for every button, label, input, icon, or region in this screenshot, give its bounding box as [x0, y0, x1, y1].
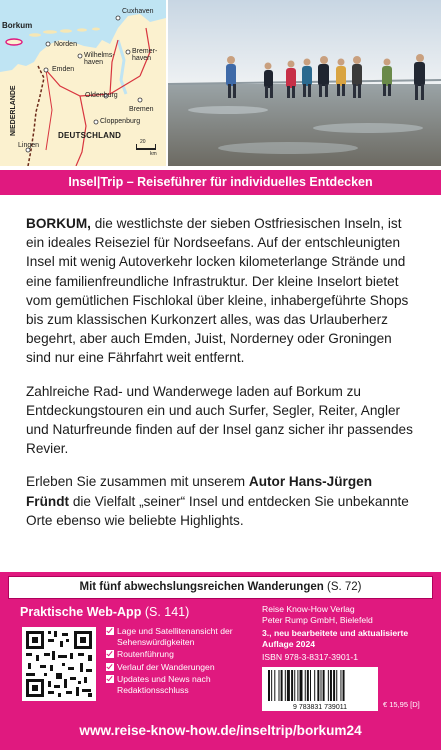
publisher-name: Reise Know-How Verlag: [262, 604, 355, 614]
barcode-bar: [268, 670, 270, 701]
barcode-bar: [336, 670, 337, 701]
series-banner: Insel|Trip – Reiseführer für individuelles Entdecken: [0, 170, 441, 195]
feature-text: Routenführung: [117, 649, 174, 659]
blurb-paragraph-1-text: die westlichste der sieben Ostfriesischen Inseln, ist ein ideales Reiseziel für Nordseefans. Auf der entschleunigten Insel mit wenig Autoverkehr locken kilometerlange Strände und eine familienfreundliche Infrastruktur. Der kleine Inselort bietet vom gemütlichen Fischlokal über kleine, inhabergeführte Shops bis zum klassischen Kurkonzert alles, was das Urlauberherz begehrt, aber auch Emden, Juist, Norderney oder Groningen sind nur eine Fährfahrt weit entfernt.: [26, 216, 409, 366]
author-name: Autor Hans-Jürgen Fründt: [26, 474, 372, 509]
isbn: ISBN 978-3-8317-3901-1: [262, 652, 359, 662]
checkbox-icon: [106, 663, 114, 671]
blurb-paragraph-2: Zahlreiche Rad- und Wanderwege laden auf Borkum zu Entdeckungstouren ein und auch Surfer, Segler, Reiter, Angler und Naturfreunde finden auf der Insel ganz sicher ihr passendes Revier.: [26, 383, 413, 457]
feature-item: [106, 626, 256, 647]
walks-page-ref: (S. 72): [326, 581, 362, 593]
publisher-company: Peter Rump GmbH, Bielefeld: [262, 614, 373, 625]
barcode-bar: [321, 670, 322, 701]
price: € 15,95 [D]: [383, 700, 420, 709]
barcode-bar: [300, 670, 303, 701]
blurb-text: [26, 214, 418, 544]
barcode-bar: [333, 670, 335, 701]
webapp-title: [20, 605, 189, 619]
mudflat-hiking-photo: [168, 0, 441, 166]
barcode-bar: [287, 670, 290, 701]
edition-note: 3., neu bearbeitete und aktualisierte Auflage 2024: [262, 628, 409, 649]
barcode-bar: [323, 670, 325, 701]
map-label-oldenburg: Oldenburg: [85, 92, 118, 99]
barcode: [262, 667, 378, 711]
checkbox-icon: [106, 627, 114, 635]
map-label-bremerhaven: Bremer- haven: [132, 48, 158, 62]
webapp-feature-list: [106, 626, 256, 697]
publisher-info: [262, 604, 432, 663]
info-panel: [0, 572, 441, 750]
barcode-bar: [317, 670, 319, 701]
barcode-bar: [279, 670, 280, 701]
blurb-paragraph-3-end: die Vielfalt „seiner“ Insel und entdecken Sie unbekannte Orte ebenso wie beliebte Highlights.: [26, 493, 409, 528]
checkbox-icon: [106, 650, 114, 658]
barcode-bar: [314, 670, 315, 701]
feature-item: [106, 649, 256, 660]
blurb-paragraph-1: [26, 214, 418, 368]
barcode-bar: [271, 670, 272, 701]
map-label-lingen: Lingen: [18, 142, 40, 149]
barcode-bar: [305, 670, 306, 701]
barcode-bar: [274, 670, 275, 701]
blurb-paragraph-3-start: Erleben Sie zusammen mit unserem: [26, 474, 249, 490]
barcode-bar: [310, 670, 311, 701]
barcode-bar: [343, 670, 345, 701]
barcode-bar: [307, 670, 309, 701]
barcode-bar: [294, 670, 295, 701]
barcode-bar: [328, 670, 329, 701]
region-map: [0, 0, 166, 166]
barcode-digits: 9 783831 739011: [293, 704, 347, 711]
map-scale-value: 20: [140, 139, 146, 145]
map-scale-unit: km: [150, 151, 157, 157]
blurb-paragraph-3: [26, 472, 418, 530]
barcode-bar: [330, 670, 332, 701]
map-label-bremen: Bremen: [129, 106, 154, 113]
feature-text: Verlauf der Wanderungen: [117, 661, 215, 672]
map-label-norden: Norden: [54, 41, 77, 48]
barcode-bar: [291, 670, 293, 701]
blurb-lead-word: BORKUM,: [26, 216, 91, 231]
feature-text: Updates und News nach Redaktionsschluss: [117, 674, 211, 695]
map-country-deutschland: DEUTSCHLAND: [58, 131, 122, 140]
website-link[interactable]: www.reise-know-how.de/inseltrip/borkum24: [79, 723, 362, 738]
barcode-bar: [340, 670, 341, 701]
barcode-bar: [297, 670, 298, 701]
qr-code[interactable]: [22, 627, 96, 701]
feature-item: [106, 674, 256, 695]
map-label-emden: Emden: [52, 66, 75, 73]
map-country-niederlande: NIEDERLANDE: [10, 85, 17, 136]
walks-label: Mit fünf abwechslungsreichen Wanderungen: [79, 581, 324, 593]
map-label-cloppenburg: Cloppenburg: [100, 118, 141, 125]
feature-text: Lage und Satellitenansicht der Sehenswürdigkeiten: [117, 626, 233, 647]
barcode-bar: [285, 670, 286, 701]
webapp-page-ref: (S. 141): [144, 605, 190, 619]
barcode-bar: [281, 670, 283, 701]
feature-item: [106, 662, 256, 673]
webapp-title-text: Praktische Web-App: [20, 605, 142, 619]
map-label-cuxhaven: Cuxhaven: [122, 8, 154, 15]
walks-callout: [8, 576, 433, 599]
map-label-borkum: Borkum: [2, 21, 33, 30]
checkbox-icon: [106, 675, 114, 683]
map-label-wilhelmshaven: Wilhelms- haven: [84, 52, 115, 66]
